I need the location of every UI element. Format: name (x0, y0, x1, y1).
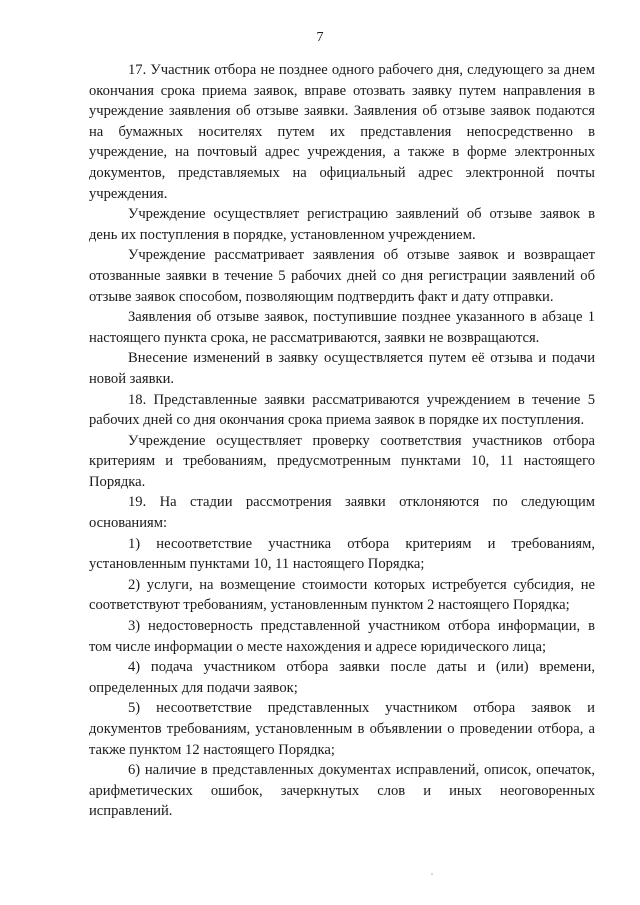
list-item-2: 2) услуги, на возмещение стоимости которых истребуется субсидия, не соответствуют требованиям, установленным пунктом 2 настоящего Порядка; (89, 576, 595, 614)
list-item-1: 1) несоответствие участника отбора критериям и требованиям, установленным пунктами 10, 11 настоящего Порядка; (89, 535, 595, 573)
paragraph-verification: Учреждение осуществляет проверку соответствия участников отбора критериям и требованиям, предусмотренным пунктами 10, 11 настоящего Порядка. (89, 432, 595, 490)
paragraph-19: 19. На стадии рассмотрения заявки отклоняются по следующим основаниям: (89, 494, 595, 532)
paragraph-17: 17. Участник отбора не позднее одного рабочего дня, следующего за днем окончания срока приема заявок, вправе отозвать заявку путем направления в учреждение заявления об отзыве заявки. Заявления об отзыве заявок подаются на бумажных носителях путем их представления непосредственно в учреждение, на почтовый адрес учреждения, а также в форме электронных документов, представляемых на официальный адрес электронной почты учреждения. (89, 62, 595, 202)
paragraph-registration: Учреждение осуществляет регистрацию заявлений об отзыве заявок в день их поступления в порядке, установленном учреждением. (89, 206, 595, 243)
scan-speck (431, 873, 433, 875)
list-item-6: 6) наличие в представленных документах исправлений, описок, опечаток, арифметических ошибок, зачеркнутых слов и иных неоговоренных исправлений. (89, 762, 595, 820)
paragraph-amendments: Внесение изменений в заявку осуществляется путем её отзыва и подачи новой заявки. (89, 350, 595, 387)
paragraph-18: 18. Представленные заявки рассматриваются учреждением в течение 5 рабочих дней со дня окончания срока приема заявок в порядке их поступления. (89, 391, 595, 429)
paragraph-return: Учреждение рассматривает заявления об отзыве заявок и возвращает отозванные заявки в течение 5 рабочих дней со дня регистрации заявлений об отзыве заявок способом, позволяющим подтвердить факт и дату отправки. (89, 247, 595, 305)
list-item-5: 5) несоответствие представленных участником отбора заявок и документов требованиям, установленным в объявлении о проведении отбора, а также пунктом 12 настоящего Порядка; (89, 700, 595, 758)
page-number: 7 (316, 30, 324, 45)
list-item-3: 3) недостоверность представленной участником отбора информации, в том числе информации о месте нахождения и адресе юридического лица; (89, 618, 595, 655)
list-item-4: 4) подача участником отбора заявки после даты и (или) времени, определенных для подачи заявок; (89, 659, 595, 696)
paragraph-late-withdrawal: Заявления об отзыве заявок, поступившие позднее указанного в абзаце 1 настоящего пункта срока, не рассматриваются, заявки не возвращаются. (89, 309, 595, 346)
document-body (89, 60, 595, 822)
